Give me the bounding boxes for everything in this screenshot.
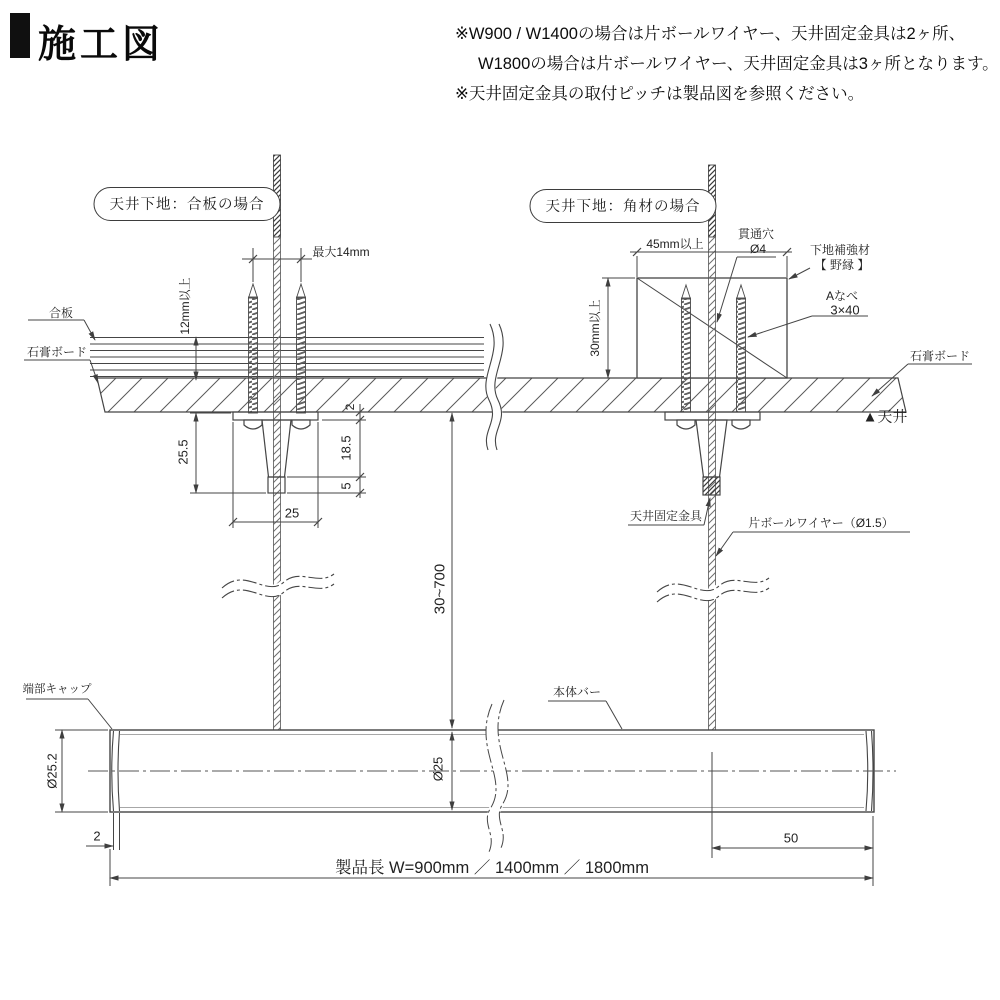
dim-tip-height: 5: [338, 482, 354, 490]
dim-screw-pitch: 最大14mm: [312, 245, 370, 259]
label-body-bar: 本体バー: [552, 685, 602, 699]
dim-plywood-thickness: 12mm以上: [178, 277, 192, 335]
label-gypsum-left: 石膏ボード: [26, 345, 88, 359]
title-block-bar: [10, 13, 30, 58]
label-screw-size: 3×40: [830, 302, 860, 318]
label-ceiling-bracket: 天井固定金具: [629, 509, 703, 523]
dim-plate-thickness: 2: [343, 403, 357, 411]
note-line-3: ※天井固定金具の取付ピッチは製品図を参照ください。: [455, 85, 865, 103]
page-title: 施工図: [38, 24, 165, 66]
dim-timber-width: 45mm以上: [646, 237, 704, 251]
bar-assembly: [88, 700, 896, 854]
gypsum-board-hatch: [97, 378, 906, 412]
dim-bracket-width: 25: [284, 505, 300, 521]
left-detail-title: 天井下地：合板の場合: [94, 187, 281, 221]
dim-cone-height: 18.5: [338, 435, 354, 461]
dim-timber-height: 30mm以上: [588, 299, 602, 357]
left-wire: [274, 155, 281, 730]
label-through-hole-dia: Ø4: [749, 242, 767, 256]
label-ceiling-mark: ▲天井: [862, 408, 908, 426]
dim-cap-length: 2: [93, 828, 101, 844]
label-end-cap: 端部キャップ: [22, 683, 92, 696]
dim-hang-length: 30~700: [431, 563, 449, 615]
right-detail-title: 天井下地：角材の場合: [530, 189, 717, 223]
dim-wire-to-end: 50: [783, 830, 799, 846]
right-wire: [709, 165, 716, 730]
dim-cap-dia: Ø25.2: [44, 753, 60, 789]
note-line-1: ※W900 / W1400の場合は片ボールワイヤー、天井固定金具は2ヶ所、: [455, 25, 966, 43]
label-through-hole: 貫通穴: [737, 227, 775, 241]
label-gypsum-right: 石膏ボード: [909, 349, 971, 363]
label-ball-wire: 片ボールワイヤー（Ø1.5）: [748, 516, 894, 530]
label-screw-head-type: Aなべ: [825, 289, 859, 303]
dim-bracket-height: 25.5: [175, 439, 191, 465]
note-line-2: W1800の場合は片ボールワイヤー、天井固定金具は3ヶ所となります。: [478, 55, 999, 73]
label-plywood: 合板: [48, 306, 74, 320]
label-reinforcement-1: 下地補強材: [809, 243, 871, 257]
dim-bar-dia: Ø25: [430, 756, 446, 782]
dim-product-length: 製品長 W=900mm ／ 1400mm ／ 1800mm: [334, 858, 650, 877]
label-reinforcement-2: 【 野縁 】: [814, 258, 870, 272]
plywood-layers: [90, 338, 484, 377]
